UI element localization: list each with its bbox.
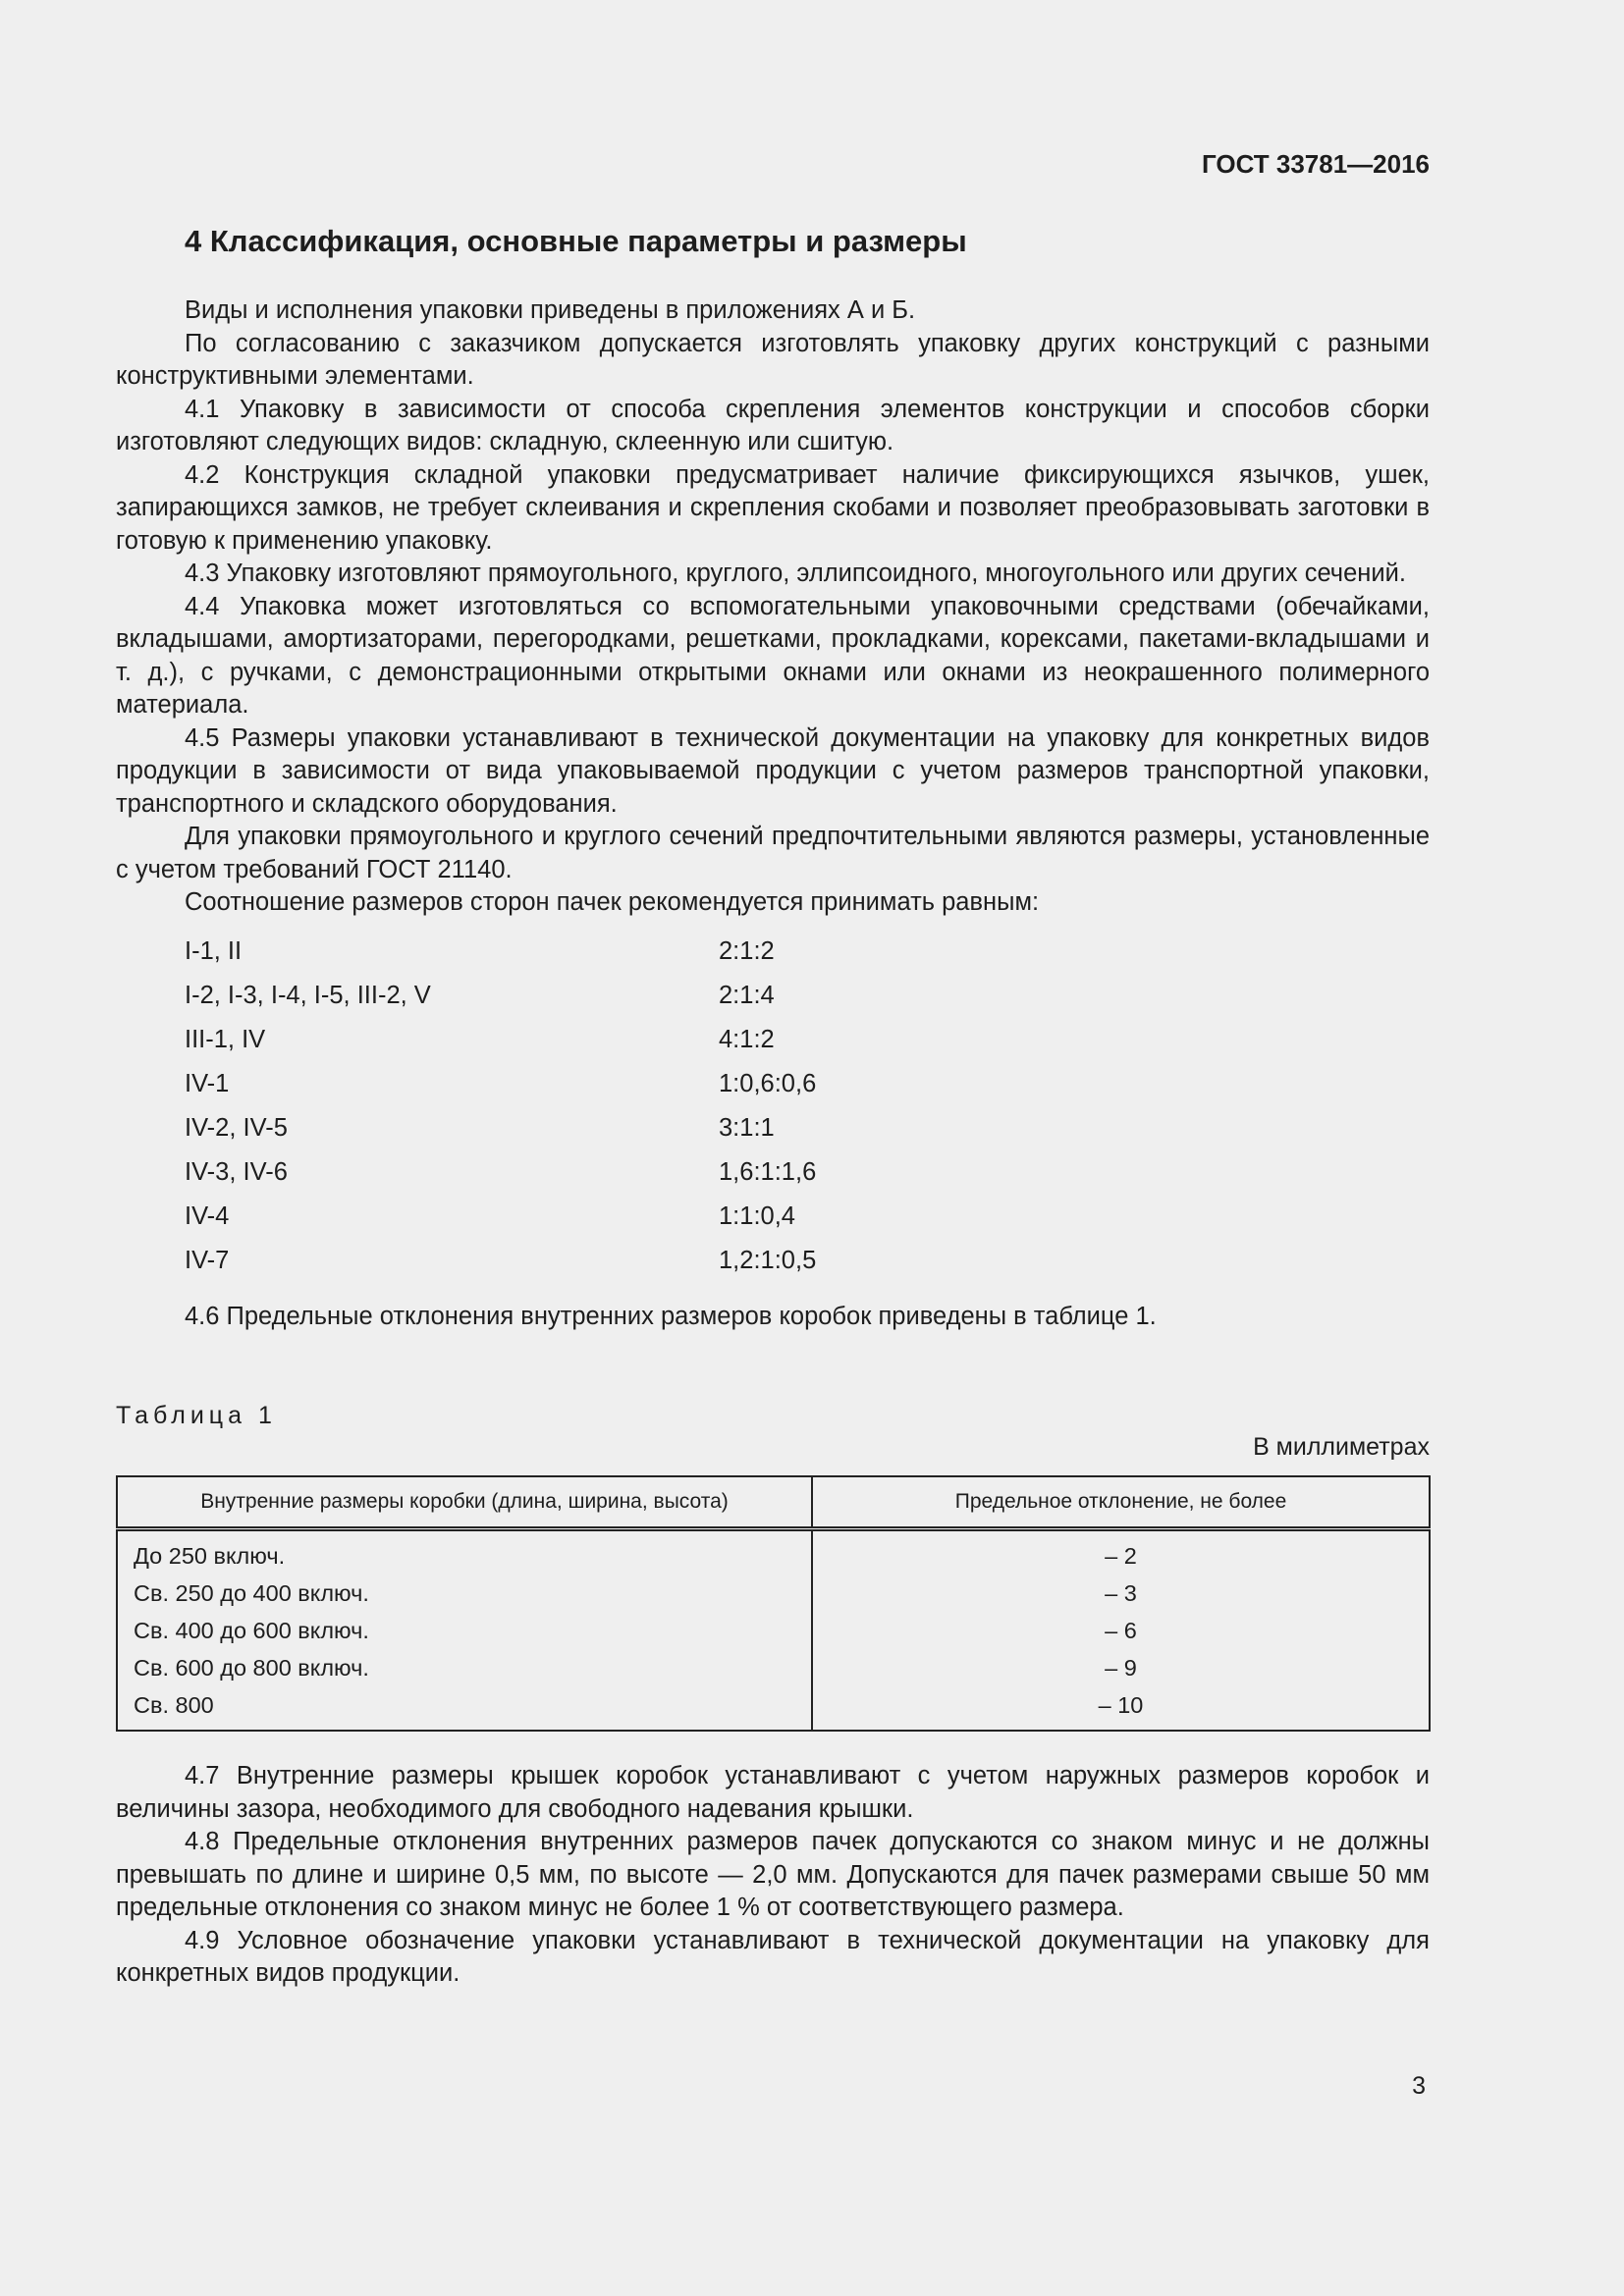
ratio-type: IV-3, IV-6 [185, 1157, 288, 1186]
ratio-value: 2:1:2 [719, 936, 775, 965]
deviation-cell: – 6 [812, 1612, 1430, 1649]
paragraph: 4.5 Размеры упаковки устанавливают в технической документации на упаковку для конкретных видов продукции в зависимости от вида упаковываемой продукции с учетом размеров транспортной упаковки, транспортного и складского оборудования. [116, 723, 1430, 818]
deviation-cell: – 9 [812, 1649, 1430, 1686]
deviation-table [116, 1475, 1431, 1732]
paragraph: 4.1 Упаковку в зависимости от способа скрепления элементов конструкции и способов сборки изготовляют следующих видов: складную, склеенную или сшитую. [116, 395, 1430, 455]
ratio-row [116, 1018, 1430, 1062]
ratio-list [116, 930, 1430, 1283]
ratio-row [116, 974, 1430, 1018]
ratio-value: 1,2:1:0,5 [719, 1246, 817, 1274]
standard-designation: ГОСТ 33781—2016 [1202, 149, 1430, 179]
table-row [117, 1529, 1430, 1575]
paragraph: По согласованию с заказчиком допускается изготовлять упаковку других конструкций с разными конструктивными элементами. [116, 329, 1430, 390]
ratio-row [116, 1150, 1430, 1195]
ratio-row [116, 1062, 1430, 1106]
deviation-cell: – 10 [812, 1686, 1430, 1731]
table-row [117, 1612, 1430, 1649]
ratio-value: 1:1:0,4 [719, 1201, 795, 1230]
ratio-type: I-2, I-3, I-4, I-5, III-2, V [185, 981, 431, 1009]
paragraph: Соотношение размеров сторон пачек рекомендуется принимать равным: [185, 888, 1040, 916]
section-heading: 4 Классификация, основные параметры и размеры [185, 224, 967, 258]
paragraph: 4.8 Предельные отклонения внутренних размеров пачек допускаются со знаком минус и не должны превышать по длине и ширине 0,5 мм, по высоте — 2,0 мм. Допускаются для пачек размерами свыше 50 мм предельные отклонения со знаком минус не более 1 % от соответствующего размера. [116, 1828, 1430, 1921]
size-cell: Св. 400 до 600 включ. [117, 1612, 812, 1649]
ratio-type: IV-2, IV-5 [185, 1113, 288, 1142]
ratio-type: I-1, II [185, 936, 243, 965]
size-cell: Св. 800 [117, 1686, 812, 1731]
size-cell: Св. 250 до 400 включ. [117, 1575, 812, 1612]
ratio-row [116, 1239, 1430, 1283]
ratio-type: III-1, IV [185, 1025, 266, 1053]
table-unit: В миллиметрах [1253, 1433, 1430, 1461]
ratio-value: 1,6:1:1,6 [719, 1157, 817, 1186]
paragraph-4-6: 4.6 Предельные отклонения внутренних размеров коробок приведены в таблице 1. [185, 1302, 1157, 1330]
size-cell: Св. 600 до 800 включ. [117, 1649, 812, 1686]
ratio-value: 4:1:2 [719, 1025, 775, 1053]
size-cell: До 250 включ. [117, 1529, 812, 1575]
column-header-size: Внутренние размеры коробки (длина, ширина, высота) [117, 1476, 812, 1529]
paragraph: 4.3 Упаковку изготовляют прямоугольного, круглого, эллипсоидного, многоугольного или других сечений. [185, 560, 1406, 587]
ratio-type: IV-7 [185, 1246, 230, 1274]
ratio-row [116, 1106, 1430, 1150]
ratio-row [116, 1195, 1430, 1239]
paragraph: 4.7 Внутренние размеры крышек коробок устанавливают с учетом наружных размеров коробок и величины зазора, необходимого для свободного надевания крышки. [116, 1762, 1430, 1823]
deviation-cell: – 3 [812, 1575, 1430, 1612]
body-text-top [116, 294, 1430, 1333]
paragraph: 4.4 Упаковка может изготовляться со вспомогательными упаковочными средствами (обечайками, вкладышами, амортизаторами, перегородками, решетками, прокладками, корексами, пакетами-вкладышами и т. д.), с ручками, с демонстрационными открытыми окнами или окнами из неокрашенного полимерного материала. [116, 592, 1430, 719]
paragraph: Для упаковки прямоугольного и круглого сечений предпочтительными являются размеры, установленные с учетом требований ГОСТ 21140. [116, 823, 1430, 883]
table-title: Таблица 1 [116, 1402, 277, 1429]
column-header-deviation: Предельное отклонение, не более [812, 1476, 1430, 1529]
page-number: 3 [1412, 2072, 1426, 2100]
paragraph: 4.2 Конструкция складной упаковки предусматривает наличие фиксирующихся язычков, ушек, запирающихся замков, не требует склеивания и скрепления скобами и позволяет преобразовывать заготовки в готовую к применению упаковку. [116, 460, 1430, 555]
ratio-type: IV-4 [185, 1201, 230, 1230]
paragraph: 4.9 Условное обозначение упаковки устанавливают в технической документации на упаковку для конкретных видов продукции. [116, 1926, 1430, 1987]
table-row [117, 1649, 1430, 1686]
ratio-type: IV-1 [185, 1069, 230, 1097]
ratio-value: 1:0,6:0,6 [719, 1069, 817, 1097]
ratio-value: 2:1:4 [719, 981, 775, 1009]
paragraph: Виды и исполнения упаковки приведены в приложениях А и Б. [185, 296, 916, 324]
table-header-row [117, 1476, 1430, 1529]
table-row [117, 1686, 1430, 1731]
table-row [117, 1575, 1430, 1612]
deviation-cell: – 2 [812, 1529, 1430, 1575]
body-text-bottom [116, 1760, 1430, 1991]
ratio-value: 3:1:1 [719, 1113, 775, 1142]
ratio-row [116, 930, 1430, 974]
